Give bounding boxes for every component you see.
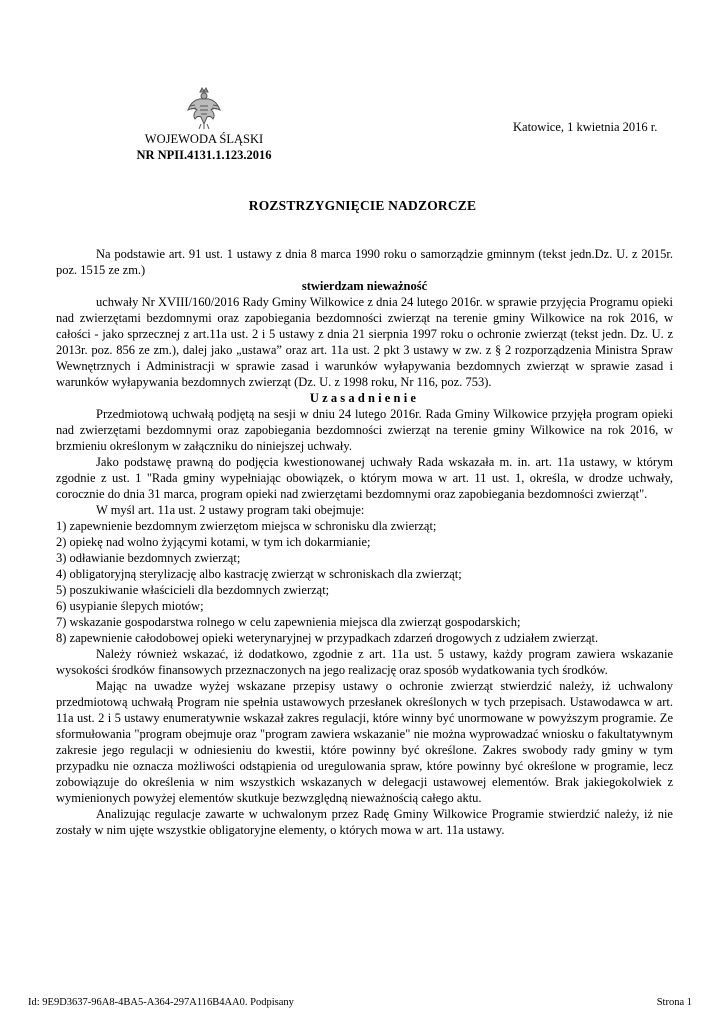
issuer-number: NR NPII.4131.1.123.2016 <box>136 148 272 162</box>
list-item: 1) zapewnienie bezdomnym zwierzętom miejsca w schronisku dla zwierząt; <box>56 519 437 533</box>
place-date: Katowice, 1 kwietnia 2016 r. <box>513 120 658 134</box>
program-elements-list <box>56 518 673 646</box>
list-item: 2) opiekę nad wolno żyjącymi kotami, w tym ich dokarmianie; <box>56 535 371 549</box>
list-intro: W myśl art. 11a ust. 2 ustawy program taki obejmuje: <box>96 503 365 517</box>
list-item: 4) obligatoryjną sterylizację albo kastrację zwierząt w schroniskach dla zwierząt; <box>56 567 462 581</box>
page-number: Strona 1 <box>656 997 692 1008</box>
polish-eagle-emblem-icon <box>186 86 222 130</box>
legal-basis-paragraph: Na podstawie art. 91 ust. 1 ustawy z dnia 8 marca 1990 roku o samorządzie gminnym (tekst jedn.Dz. U. z 2015r. poz. 1515 ze zm.) <box>56 247 673 277</box>
list-item: 3) odławianie bezdomnych zwierząt; <box>56 551 241 565</box>
ruling-paragraph: uchwały Nr XVIII/160/2016 Rady Gminy Wilkowice z dnia 24 lutego 2016r. w sprawie przyjęcia Programu opieki nad zwierzętami bezdomnymi oraz zapobiegania bezdomności zwierząt na terenie gminy Wilkowice na rok 2016, w całości - jako sprzecznej z art.11a ust. 2 i 5 ustawy z dnia 21 sierpnia 1997 roku o ochronie zwierząt (tekst jedn. Dz. U. z 2013r. poz. 856 ze zm.), dalej jako „ustawa” oraz art. 11a ust. 2 pkt 3 ustawy w zw. z § 2 rozporządzenia Ministra Spraw Wewnętrznych i Administracji w sprawie zasad i warunków wyłapywania bezdomnych zwierząt w sprawie zasad i warunków wyłapywania bezdomnych zwierząt (Dz. U. z 1998 roku, Nr 116, poz. 753). <box>56 295 673 389</box>
document-body <box>56 246 673 838</box>
document-title: ROZSTRZYGNIĘCIE NADZORCZE <box>248 198 477 213</box>
list-item: 7) wskazanie gospodarstwa rolnego w celu zapewnienia miejsca dla zwierząt gospodarskich; <box>56 615 521 629</box>
list-item: 8) zapewnienie całodobowej opieki weterynaryjnej w przypadkach zdarzeń drogowych z udziałem zwierząt. <box>56 631 599 645</box>
issuer-block <box>134 131 274 163</box>
justification-paragraph-5: Analizując regulacje zawarte w uchwalonym przez Radę Gminy Wilkowice Programie stwierdzić należy, iż nie zostały w nim ujęte wszystkie obligatoryjne elementy, o których mowa w art. 11a ustawy. <box>56 807 673 837</box>
justification-paragraph-3: Należy również wskazać, iż dodatkowo, zgodnie z art. 11a ust. 5 ustawy, każdy program zawiera wskazanie wysokości środków finansowych przeznaczonych na jego realizację oraz sposób wydatkowania tych środków. <box>56 647 673 677</box>
justification-paragraph-1: Przedmiotową uchwałą podjętą na sesji w dniu 24 lutego 2016r. Rada Gminy Wilkowice przyjęła program opieki nad zwierzętami bezdomnymi oraz zapobiegania bezdomności zwierząt na terenie gminy Wilkowice na rok 2016, w brzmieniu określonym w załączniku do niniejszej uchwały. <box>56 407 673 453</box>
justification-heading: Uzasadnienie <box>309 391 420 405</box>
list-item: 6) usypianie ślepych miotów; <box>56 599 204 613</box>
justification-paragraph-4: Mając na uwadze wyżej wskazane przepisy ustawy o ochronie zwierząt stwierdzić należy, iż uchwalony przedmiotową uchwałą Program nie spełnia ustawowych przesłanek określonych w tych przepisach. Ustawodawca w art. 11a ust. 2 i 5 ustawy enumeratywnie wskazał zakres regulacji, które winny być unormowane w powyższym programie. Ze sformułowania "program obejmuje oraz "program zawiera wskazanie" nie można wyprowadzać wniosku o fakultatywnym zakresie jego regulacji w odniesieniu do kwestii, które powinny być określone. Zakres swobody rady gminy w tym przypadku nie oznacza możliwości odstąpienia od uregulowania spraw, które powinny być określone w programie, lecz zobowiązuje do określenia w nim wszystkich wskazanych w delegacji ustawowej elementów. Brak jakiegokolwiek z wymienionych powyżej elementów skutkuje bezwzględną nieważnością całego aktu. <box>56 679 673 805</box>
issuer-name: WOJEWODA ŚLĄSKI <box>144 132 264 146</box>
justification-paragraph-2: Jako podstawę prawną do podjęcia kwestionowanej uchwały Rada wskazała m. in. art. 11a ustawy, w którym zgodnie z ust. 1 "Rada gminy wypełniając obowiązek, o którym mowa w art. 11 ust. 1, określa, w drodze uchwały, corocznie do dnia 31 marca, program opieki nad zwierzętami bezdomnymi oraz zapobiegania bezdomności zwierząt". <box>56 455 673 501</box>
document-id: Id: 9E9D3637-96A8-4BA5-A364-297A116B4AA0. Podpisany <box>28 997 294 1008</box>
ruling-heading: stwierdzam nieważność <box>301 279 428 293</box>
list-item: 5) poszukiwanie właścicieli dla bezdomnych zwierząt; <box>56 583 330 597</box>
